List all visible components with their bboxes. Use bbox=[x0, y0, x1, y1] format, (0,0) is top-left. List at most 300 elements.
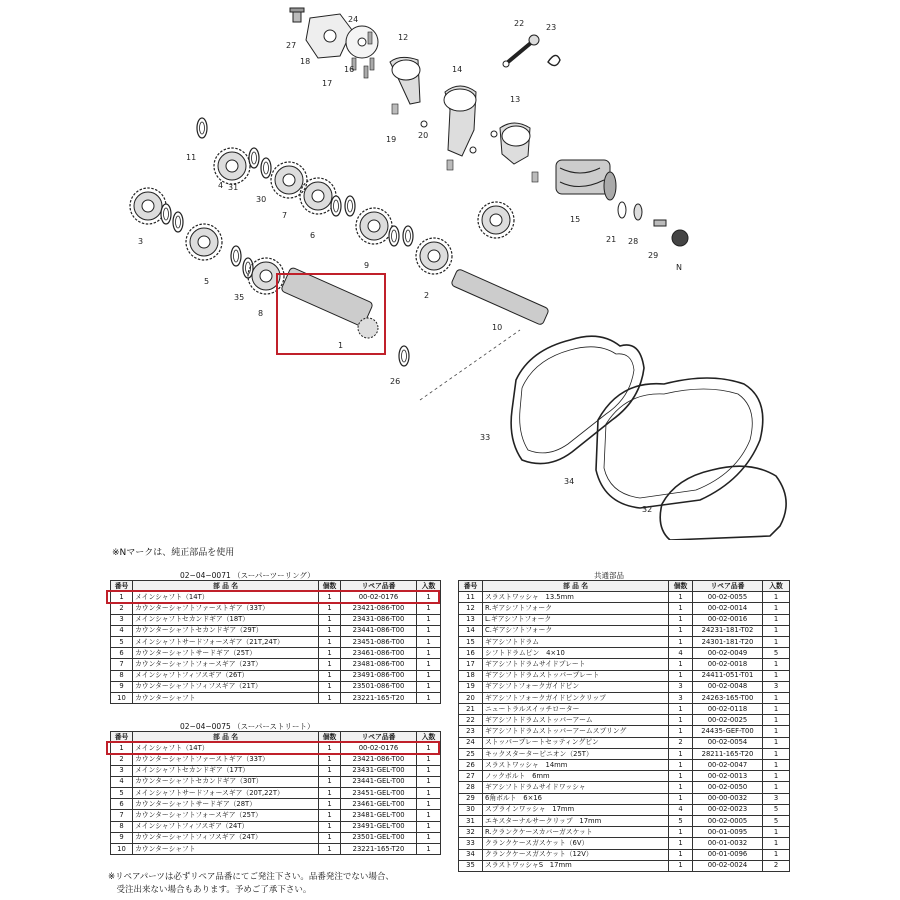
pack-quantity: 1 bbox=[417, 843, 441, 854]
pack-quantity: 1 bbox=[763, 737, 790, 748]
part-number: 15 bbox=[459, 636, 483, 647]
repair-part-number: 23481-086-T00 bbox=[341, 659, 417, 670]
table-row bbox=[111, 843, 441, 854]
quantity: 1 bbox=[669, 704, 693, 715]
callout-22: 22 bbox=[514, 19, 525, 28]
part-name: カウンターシャフトセカンドギア（29T） bbox=[133, 625, 319, 636]
part-name: カウンターシャフトフォースギア（25T） bbox=[133, 810, 319, 821]
repair-part-number: 23221-165-T20 bbox=[341, 843, 417, 854]
part-number: 28 bbox=[459, 782, 483, 793]
callout-32: 32 bbox=[642, 505, 653, 514]
quantity: 1 bbox=[319, 670, 341, 681]
gasket-33 bbox=[511, 336, 644, 463]
pack-quantity: 1 bbox=[417, 625, 441, 636]
part-name: ギアシフトフォークガイドピン bbox=[483, 681, 669, 692]
pack-quantity: 2 bbox=[763, 860, 790, 871]
header-cell: 入数 bbox=[417, 732, 441, 743]
pack-quantity: 5 bbox=[763, 815, 790, 826]
part-number: 1 bbox=[111, 592, 133, 603]
part-name: カウンターシャフトフィフスギア（21T） bbox=[133, 681, 319, 692]
pack-quantity: 1 bbox=[763, 636, 790, 647]
part-number: 3 bbox=[111, 614, 133, 625]
quantity: 1 bbox=[669, 782, 693, 793]
part-name: メインシャフト（14T） bbox=[133, 743, 319, 754]
part-name: スラストワッシャ 14mm bbox=[483, 760, 669, 771]
part-name: メインシャフトセカンドギア（17T） bbox=[133, 765, 319, 776]
main-shaft-row-highlight-a bbox=[106, 590, 440, 604]
part-number: 5 bbox=[111, 787, 133, 798]
quantity: 1 bbox=[669, 726, 693, 737]
part-number: 29 bbox=[459, 793, 483, 804]
header-cell: 個数 bbox=[319, 732, 341, 743]
callout-14: 14 bbox=[452, 65, 463, 74]
part-number: 9 bbox=[111, 681, 133, 692]
table-row bbox=[459, 670, 790, 681]
part-name: R.クランクケースカバーガスケット bbox=[483, 827, 669, 838]
part-name: メインシャフトフィフスギア（24T） bbox=[133, 821, 319, 832]
repair-part-number: 23421-086-T00 bbox=[341, 603, 417, 614]
pack-quantity: 1 bbox=[763, 603, 790, 614]
pack-quantity: 1 bbox=[763, 614, 790, 625]
shift-fork-c bbox=[444, 86, 476, 156]
repair-part-number: 23431-GEL-T00 bbox=[341, 765, 417, 776]
part-name: クランクケースガスケット（6V） bbox=[483, 838, 669, 849]
table-row bbox=[459, 838, 790, 849]
table-row bbox=[459, 603, 790, 614]
quantity: 1 bbox=[669, 715, 693, 726]
table-row bbox=[459, 849, 790, 860]
table-header-row bbox=[459, 581, 790, 592]
part-number: 12 bbox=[459, 603, 483, 614]
part-number: 22 bbox=[459, 715, 483, 726]
part-name: ニュートラルスイッチローター bbox=[483, 704, 669, 715]
pack-quantity: 1 bbox=[417, 832, 441, 843]
part-number: 16 bbox=[459, 648, 483, 659]
repair-part-number: 23461-086-T00 bbox=[341, 648, 417, 659]
callout-13: 13 bbox=[510, 95, 521, 104]
repair-part-number: 00-02-0024 bbox=[693, 860, 763, 871]
quantity: 5 bbox=[669, 815, 693, 826]
side-plate bbox=[346, 26, 378, 58]
header-cell: 番号 bbox=[459, 581, 483, 592]
part-name: カウンターシャフトフィフスギア（24T） bbox=[133, 832, 319, 843]
repair-part-number: 23451-086-T00 bbox=[341, 636, 417, 647]
quantity: 1 bbox=[669, 592, 693, 603]
footer-note-1: ※リペアパーツは必ずリペア品番にてご発注下さい。品番発注でない場合、 bbox=[108, 872, 394, 882]
quantity: 1 bbox=[669, 771, 693, 782]
repair-part-number: 28211-165-T20 bbox=[693, 748, 763, 759]
part-number: 8 bbox=[111, 670, 133, 681]
quantity: 1 bbox=[319, 821, 341, 832]
repair-part-number: 00-02-0025 bbox=[693, 715, 763, 726]
table-row bbox=[459, 793, 790, 804]
callout-33: 33 bbox=[480, 433, 491, 442]
table-row bbox=[459, 760, 790, 771]
header-cell: リペア品番 bbox=[341, 581, 417, 592]
repair-part-number: 00-01-0096 bbox=[693, 849, 763, 860]
pack-quantity: 1 bbox=[417, 603, 441, 614]
callout-29: 29 bbox=[648, 251, 659, 260]
callout-27: 27 bbox=[286, 41, 297, 50]
part-number: 31 bbox=[459, 815, 483, 826]
quantity: 1 bbox=[319, 625, 341, 636]
repair-part-number: 23491-GEL-T00 bbox=[341, 821, 417, 832]
pack-quantity: 1 bbox=[763, 838, 790, 849]
table-row bbox=[459, 636, 790, 647]
part-number: 17 bbox=[459, 659, 483, 670]
pack-quantity: 1 bbox=[763, 827, 790, 838]
pack-quantity: 1 bbox=[417, 821, 441, 832]
callout-23: 23 bbox=[546, 23, 557, 32]
table-row bbox=[111, 648, 441, 659]
quantity: 3 bbox=[669, 681, 693, 692]
part-name: カウンターシャフトファーストギア（33T） bbox=[133, 603, 319, 614]
repair-part-number: 00-02-0048 bbox=[693, 681, 763, 692]
part-number: 19 bbox=[459, 681, 483, 692]
footer-note-2: 受注出来ない場合もあります。予めご了承下さい。 bbox=[108, 885, 312, 895]
part-number: 30 bbox=[459, 804, 483, 815]
table-row bbox=[111, 754, 441, 765]
repair-part-number: 24411-051-T01 bbox=[693, 670, 763, 681]
part-number: 24 bbox=[459, 737, 483, 748]
part-number: 18 bbox=[459, 670, 483, 681]
part-name: メインシャフトサードフォースギア（21T,24T） bbox=[133, 636, 319, 647]
table-row bbox=[111, 799, 441, 810]
pack-quantity: 1 bbox=[417, 659, 441, 670]
part-number: 7 bbox=[111, 810, 133, 821]
part-name: カウンターシャフトサードギア（25T） bbox=[133, 648, 319, 659]
quantity: 1 bbox=[669, 760, 693, 771]
part-name: ギアシフトドラムストッパープレート bbox=[483, 670, 669, 681]
callout-16: 16 bbox=[344, 65, 355, 74]
header-cell: 部 品 名 bbox=[483, 581, 669, 592]
header-cell: 入数 bbox=[763, 581, 790, 592]
part-number: 14 bbox=[459, 625, 483, 636]
part-number: 25 bbox=[459, 748, 483, 759]
callout-10: 10 bbox=[492, 323, 503, 332]
callout-7: 7 bbox=[282, 211, 288, 220]
repair-part-number: 00-02-0047 bbox=[693, 760, 763, 771]
table-row bbox=[459, 748, 790, 759]
header-cell: 部 品 名 bbox=[133, 732, 319, 743]
repair-part-number: 23421-086-T00 bbox=[341, 754, 417, 765]
part-name: ギアシフトドラムストッパーアーム bbox=[483, 715, 669, 726]
part-number: 6 bbox=[111, 799, 133, 810]
pack-quantity: 1 bbox=[763, 760, 790, 771]
part-name: カウンターシャフトセカンドギア（30T） bbox=[133, 776, 319, 787]
part-name: メインシャフト（14T） bbox=[133, 592, 319, 603]
pack-quantity: 1 bbox=[417, 614, 441, 625]
pack-quantity: 1 bbox=[763, 670, 790, 681]
quantity: 1 bbox=[669, 614, 693, 625]
table-row bbox=[459, 782, 790, 793]
table-row bbox=[459, 648, 790, 659]
callout-2: 2 bbox=[424, 291, 430, 300]
part-name: ギアシフトフォークガイドピンクリップ bbox=[483, 692, 669, 703]
part-name: L.ギアシフトフォーク bbox=[483, 614, 669, 625]
part-number: 21 bbox=[459, 704, 483, 715]
main-shaft-row-highlight-b bbox=[106, 741, 440, 755]
table-row bbox=[459, 737, 790, 748]
table-row bbox=[459, 815, 790, 826]
part-name: カウンターシャフトファーストギア（33T） bbox=[133, 754, 319, 765]
part-number: 33 bbox=[459, 838, 483, 849]
callout-18: 18 bbox=[300, 57, 311, 66]
callout-6: 6 bbox=[310, 231, 316, 240]
table-row bbox=[111, 765, 441, 776]
quantity: 1 bbox=[319, 799, 341, 810]
repair-part-number: 00-01-0095 bbox=[693, 827, 763, 838]
part-name: カウンターシャフト bbox=[133, 692, 319, 703]
part-number: 9 bbox=[111, 832, 133, 843]
pack-quantity: 1 bbox=[763, 592, 790, 603]
callout-31: 31 bbox=[228, 183, 239, 192]
repair-part-number: 23481-GEL-T00 bbox=[341, 810, 417, 821]
table-row bbox=[459, 804, 790, 815]
repair-part-number: 00-02-0018 bbox=[693, 659, 763, 670]
table-b-caption: 02−04−0075 （スーパーストリート） bbox=[180, 722, 315, 731]
header-cell: 番号 bbox=[111, 732, 133, 743]
quantity: 1 bbox=[319, 636, 341, 647]
table-row bbox=[459, 614, 790, 625]
part-number: 5 bbox=[111, 636, 133, 647]
table-row bbox=[111, 659, 441, 670]
part-number: 20 bbox=[459, 692, 483, 703]
pack-quantity: 1 bbox=[417, 787, 441, 798]
callout-9: 9 bbox=[364, 261, 370, 270]
pack-quantity: 5 bbox=[763, 648, 790, 659]
table-row bbox=[111, 776, 441, 787]
table-row bbox=[111, 603, 441, 614]
part-number: 2 bbox=[111, 754, 133, 765]
table-row bbox=[111, 692, 441, 703]
quantity: 1 bbox=[319, 614, 341, 625]
pack-quantity: 1 bbox=[417, 670, 441, 681]
table-row bbox=[459, 827, 790, 838]
table-row bbox=[459, 704, 790, 715]
table-row bbox=[111, 810, 441, 821]
part-number: 34 bbox=[459, 849, 483, 860]
part-name: エキスターナルサークリップ 17mm bbox=[483, 815, 669, 826]
pack-quantity: 3 bbox=[763, 681, 790, 692]
header-cell: 番号 bbox=[111, 581, 133, 592]
table-a-caption: 02−04−0071 （スーパーツーリング） bbox=[180, 571, 315, 580]
knock-bolt bbox=[290, 8, 304, 22]
quantity: 1 bbox=[319, 659, 341, 670]
repair-part-number: 23451-GEL-T00 bbox=[341, 787, 417, 798]
part-number: 10 bbox=[111, 843, 133, 854]
repair-part-number: 00-02-0013 bbox=[693, 771, 763, 782]
counter-shaft bbox=[451, 268, 550, 325]
table-row bbox=[459, 681, 790, 692]
part-name: 6角ボルト 6×16 bbox=[483, 793, 669, 804]
repair-part-number: 23501-086-T00 bbox=[341, 681, 417, 692]
repair-part-number: 24435-GEF-T00 bbox=[693, 726, 763, 737]
repair-part-number: 24263-165-T00 bbox=[693, 692, 763, 703]
pack-quantity: 1 bbox=[763, 771, 790, 782]
part-number: 13 bbox=[459, 614, 483, 625]
pack-quantity: 1 bbox=[763, 726, 790, 737]
table-row bbox=[111, 787, 441, 798]
quantity: 1 bbox=[319, 681, 341, 692]
callout-21: 21 bbox=[606, 235, 617, 244]
main-shaft bbox=[281, 267, 378, 338]
pack-quantity: 1 bbox=[763, 625, 790, 636]
part-name: メインシャフトサードフォースギア（20T,22T） bbox=[133, 787, 319, 798]
stopper-spring bbox=[548, 55, 560, 65]
common-parts-table bbox=[458, 580, 790, 872]
part-number: 10 bbox=[111, 692, 133, 703]
header-cell: リペア品番 bbox=[341, 732, 417, 743]
part-name: ギアシフトドラムストッパーアームスプリング bbox=[483, 726, 669, 737]
quantity: 2 bbox=[669, 737, 693, 748]
table-row bbox=[459, 592, 790, 603]
quantity: 1 bbox=[669, 849, 693, 860]
repair-part-number: 00-02-0023 bbox=[693, 804, 763, 815]
callout-3: 3 bbox=[138, 237, 144, 246]
part-number: 7 bbox=[111, 659, 133, 670]
quantity: 1 bbox=[319, 648, 341, 659]
callout-35: 35 bbox=[234, 293, 245, 302]
repair-part-number: 23431-086-T00 bbox=[341, 614, 417, 625]
repair-part-number: 00-02-0176 bbox=[341, 743, 417, 754]
pack-quantity: 1 bbox=[417, 592, 441, 603]
table-row bbox=[459, 625, 790, 636]
pack-quantity: 1 bbox=[417, 810, 441, 821]
callout-34: 34 bbox=[564, 477, 575, 486]
table-row bbox=[459, 659, 790, 670]
quantity: 1 bbox=[319, 692, 341, 703]
callout-26: 26 bbox=[390, 377, 401, 386]
callout-17: 17 bbox=[322, 79, 333, 88]
section-divider bbox=[420, 330, 520, 400]
part-name: カウンターシャフトフォースギア（23T） bbox=[133, 659, 319, 670]
quantity: 1 bbox=[319, 743, 341, 754]
quantity: 1 bbox=[669, 603, 693, 614]
part-name: ノックボルト 6mm bbox=[483, 771, 669, 782]
pack-quantity: 1 bbox=[417, 754, 441, 765]
callout-1: 1 bbox=[338, 341, 344, 350]
header-cell: 個数 bbox=[669, 581, 693, 592]
stopper-plate bbox=[306, 14, 352, 58]
pack-quantity: 1 bbox=[763, 849, 790, 860]
repair-part-number: 23441-GEL-T00 bbox=[341, 776, 417, 787]
repair-part-number: 00-02-0049 bbox=[693, 648, 763, 659]
quantity: 1 bbox=[319, 765, 341, 776]
repair-part-number: 00-02-0005 bbox=[693, 815, 763, 826]
part-name: スラストワッシャS 17mm bbox=[483, 860, 669, 871]
quantity: 1 bbox=[319, 787, 341, 798]
quantity: 1 bbox=[319, 832, 341, 843]
shift-fork-l bbox=[500, 123, 530, 164]
repair-part-number: 00-01-0032 bbox=[693, 838, 763, 849]
callout-20: 20 bbox=[418, 131, 429, 140]
repair-part-number: 23461-GEL-T00 bbox=[341, 799, 417, 810]
table-row bbox=[111, 670, 441, 681]
repair-part-number: 00-02-0118 bbox=[693, 704, 763, 715]
repair-part-number: 00-02-0176 bbox=[341, 592, 417, 603]
part-number: 4 bbox=[111, 776, 133, 787]
table-row bbox=[111, 821, 441, 832]
part-number: 2 bbox=[111, 603, 133, 614]
part-number: 11 bbox=[459, 592, 483, 603]
part-name: カウンターシャフト bbox=[133, 843, 319, 854]
quantity: 4 bbox=[669, 648, 693, 659]
header-cell: リペア品番 bbox=[693, 581, 763, 592]
part-name: シフトドラムピン 4×10 bbox=[483, 648, 669, 659]
table-row bbox=[459, 860, 790, 871]
part-name: R.ギアシフトフォーク bbox=[483, 603, 669, 614]
part-number: 4 bbox=[111, 625, 133, 636]
part-name: メインシャフトフィフスギア（26T） bbox=[133, 670, 319, 681]
pack-quantity: 1 bbox=[763, 748, 790, 759]
part-number: 32 bbox=[459, 827, 483, 838]
shift-fork-r bbox=[390, 57, 420, 104]
table-row bbox=[459, 692, 790, 703]
callout-19: 19 bbox=[386, 135, 397, 144]
pack-quantity: 1 bbox=[417, 692, 441, 703]
part-name: ストッパープレートセッティングピン bbox=[483, 737, 669, 748]
callout-4: 4 bbox=[218, 181, 224, 190]
pack-quantity: 1 bbox=[763, 704, 790, 715]
gasket-34 bbox=[596, 378, 763, 508]
part-number: 23 bbox=[459, 726, 483, 737]
quantity: 1 bbox=[669, 636, 693, 647]
table-row bbox=[111, 636, 441, 647]
table-row bbox=[111, 681, 441, 692]
part-name: メインシャフトセカンドギア（18T） bbox=[133, 614, 319, 625]
repair-part-number: 23491-086-T00 bbox=[341, 670, 417, 681]
part-name: C.ギアシフトフォーク bbox=[483, 625, 669, 636]
pack-quantity: 1 bbox=[763, 715, 790, 726]
pack-quantity: 1 bbox=[417, 648, 441, 659]
callout-28: 28 bbox=[628, 237, 639, 246]
header-cell: 個数 bbox=[319, 581, 341, 592]
quantity: 1 bbox=[669, 659, 693, 670]
quantity: 1 bbox=[669, 838, 693, 849]
table-row bbox=[459, 726, 790, 737]
part-number: 6 bbox=[111, 648, 133, 659]
callout-11: 11 bbox=[186, 153, 197, 162]
callout-15: 15 bbox=[570, 215, 581, 224]
pack-quantity: 1 bbox=[763, 659, 790, 670]
table-row bbox=[459, 715, 790, 726]
repair-part-number: 00-02-0014 bbox=[693, 603, 763, 614]
callout-5: 5 bbox=[204, 277, 210, 286]
table-row bbox=[459, 771, 790, 782]
repair-part-number: 23441-086-T00 bbox=[341, 625, 417, 636]
repair-part-number: 23221-165-T20 bbox=[341, 692, 417, 703]
repair-part-number: 24231-181-T02 bbox=[693, 625, 763, 636]
callout-30: 30 bbox=[256, 195, 267, 204]
header-cell: 入数 bbox=[417, 581, 441, 592]
part-number: 26 bbox=[459, 760, 483, 771]
quantity: 1 bbox=[319, 776, 341, 787]
pack-quantity: 1 bbox=[417, 776, 441, 787]
table-c-caption: 共通部品 bbox=[594, 571, 624, 580]
repair-part-number: 00-02-0054 bbox=[693, 737, 763, 748]
quantity: 1 bbox=[669, 748, 693, 759]
quantity: 1 bbox=[319, 810, 341, 821]
quantity: 1 bbox=[669, 827, 693, 838]
part-number: 35 bbox=[459, 860, 483, 871]
callout-24: 24 bbox=[348, 15, 359, 24]
quantity: 1 bbox=[319, 843, 341, 854]
part-name: ギアシフトドラムサイドワッシャ bbox=[483, 782, 669, 793]
pack-quantity: 5 bbox=[763, 804, 790, 815]
part-number: 8 bbox=[111, 821, 133, 832]
part-number: 27 bbox=[459, 771, 483, 782]
